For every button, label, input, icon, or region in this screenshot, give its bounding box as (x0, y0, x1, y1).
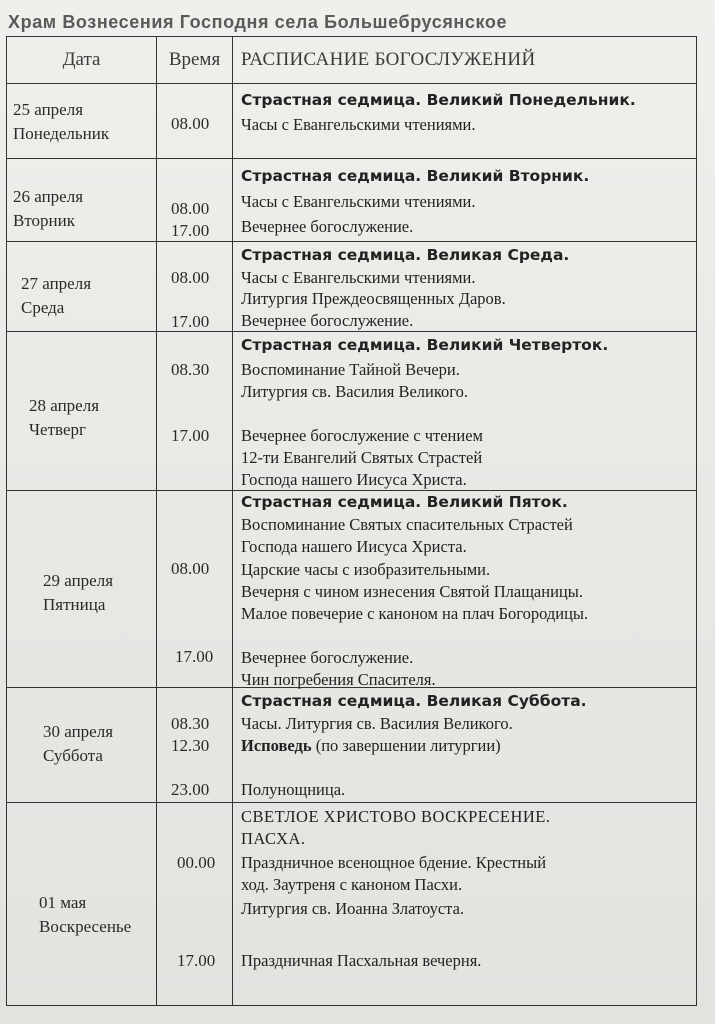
time-label: 08.00 (171, 268, 210, 287)
header-date: Дата (7, 37, 157, 84)
day-heading: Страстная седмица. Великий Пяток. (241, 493, 568, 511)
table-row (7, 242, 697, 332)
service-line: Литургия св. Иоанна Златоуста. (241, 899, 465, 918)
day-heading: Страстная седмица. Великий Четверток. (241, 336, 609, 354)
service-line: ПАСХА. (241, 829, 306, 848)
time-label: 17.00 (175, 647, 214, 666)
service-line: Полунощница. (241, 780, 346, 799)
date-label: 30 апреля (43, 722, 114, 741)
service-line: Вечернее богослужение. (241, 217, 414, 236)
weekday-label: Четверг (29, 420, 86, 439)
time-cell (157, 688, 233, 803)
confession-note: (по завершении литургии) (315, 736, 501, 755)
weekday-label: Понедельник (13, 124, 110, 143)
time-label: 17.00 (171, 312, 210, 331)
day-heading: Страстная седмица. Великий Вторник. (241, 167, 590, 185)
service-line: Чин погребения Спасителя. (241, 670, 436, 689)
time-label: 12.30 (171, 736, 210, 755)
time-cell (157, 332, 233, 491)
time-cell (157, 242, 233, 332)
time-label: 08.00 (171, 114, 210, 133)
service-line: Часы с Евангельскими чтениями. (241, 192, 476, 211)
service-cell (233, 159, 697, 242)
date-label: 27 апреля (21, 274, 92, 293)
confession-label: Исповедь (241, 736, 312, 755)
schedule-table (6, 36, 697, 1006)
service-line: Воспоминание Тайной Вечери. (241, 360, 460, 379)
date-label: 29 апреля (43, 571, 114, 590)
service-line: Часы. Литургия св. Василия Великого. (241, 714, 513, 733)
time-label: 17.00 (171, 426, 210, 445)
date-label: 26 апреля (13, 187, 84, 206)
service-line: Воспоминание Святых спасительных Страстей (241, 515, 573, 534)
date-cell (7, 688, 157, 803)
date-cell (7, 84, 157, 159)
service-line: Литургия Преждеосвященных Даров. (241, 289, 506, 308)
day-heading: Страстная седмица. Великий Понедельник. (241, 91, 636, 109)
time-cell (157, 491, 233, 688)
day-heading: Страстная седмица. Великая Суббота. (241, 692, 587, 710)
date-cell (7, 159, 157, 242)
service-cell (233, 803, 697, 1006)
service-line: Вечернее богослужение. (241, 311, 414, 330)
header-time: Время (157, 37, 233, 84)
time-label: 08.00 (171, 559, 210, 578)
service-line: Царские часы с изобразительными. (241, 560, 491, 579)
table-row (7, 84, 697, 159)
date-cell (7, 491, 157, 688)
service-cell (233, 242, 697, 332)
church-title: Храм Вознесения Господня села Большебрусянское (8, 12, 508, 32)
time-cell (157, 803, 233, 1006)
service-line: Праздничная Пасхальная вечерня. (241, 951, 482, 970)
day-heading: СВЕТЛОЕ ХРИСТОВО ВОСКРЕСЕНИЕ. (241, 807, 551, 826)
service-cell (233, 84, 697, 159)
weekday-label: Воскресенье (39, 917, 132, 936)
service-line: Часы с Евангельскими чтениями. (241, 268, 476, 287)
table-row (7, 688, 697, 803)
service-line: Литургия св. Василия Великого. (241, 382, 469, 401)
header-service: РАСПИСАНИЕ БОГОСЛУЖЕНИЙ (233, 37, 697, 84)
weekday-label: Среда (21, 298, 65, 317)
day-heading: Страстная седмица. Великая Среда. (241, 246, 570, 264)
service-line: Малое повечерие с каноном на плач Богородицы. (241, 604, 589, 623)
service-line: ход. Заутреня с каноном Пасхи. (241, 875, 463, 894)
service-line: Праздничное всенощное бдение. Крестный (241, 853, 547, 872)
time-label: 17.00 (171, 221, 210, 240)
date-label: 25 апреля (13, 100, 84, 119)
service-line: Вечерня с чином изнесения Святой Плащаницы. (241, 582, 583, 601)
date-label: 28 апреля (29, 396, 100, 415)
table-row (7, 332, 697, 491)
service-line: Вечернее богослужение. (241, 648, 414, 667)
time-label: 08.30 (171, 360, 210, 379)
service-cell (233, 491, 697, 688)
service-cell (233, 688, 697, 803)
service-line: Вечернее богослужение с чтением (241, 426, 483, 445)
weekday-label: Пятница (43, 595, 106, 614)
weekday-label: Вторник (13, 211, 75, 230)
time-label: 08.30 (171, 714, 210, 733)
date-label: 01 мая (39, 893, 87, 912)
time-label: 00.00 (177, 853, 216, 872)
service-line: 12-ти Евангелий Святых Страстей (241, 448, 483, 467)
table-row (7, 159, 697, 242)
service-line: Господа нашего Иисуса Христа. (241, 537, 467, 556)
table-row (7, 491, 697, 688)
weekday-label: Суббота (43, 746, 103, 765)
date-cell (7, 242, 157, 332)
service-line: Часы с Евангельскими чтениями. (241, 115, 476, 134)
table-row (7, 803, 697, 1006)
time-label: 23.00 (171, 780, 210, 799)
service-line (241, 736, 501, 756)
time-cell (157, 159, 233, 242)
date-cell (7, 803, 157, 1006)
time-label: 17.00 (177, 951, 216, 970)
service-cell (233, 332, 697, 491)
service-line: Господа нашего Иисуса Христа. (241, 470, 467, 489)
time-cell (157, 84, 233, 159)
time-label: 08.00 (171, 199, 210, 218)
date-cell (7, 332, 157, 491)
header-row (7, 37, 697, 84)
